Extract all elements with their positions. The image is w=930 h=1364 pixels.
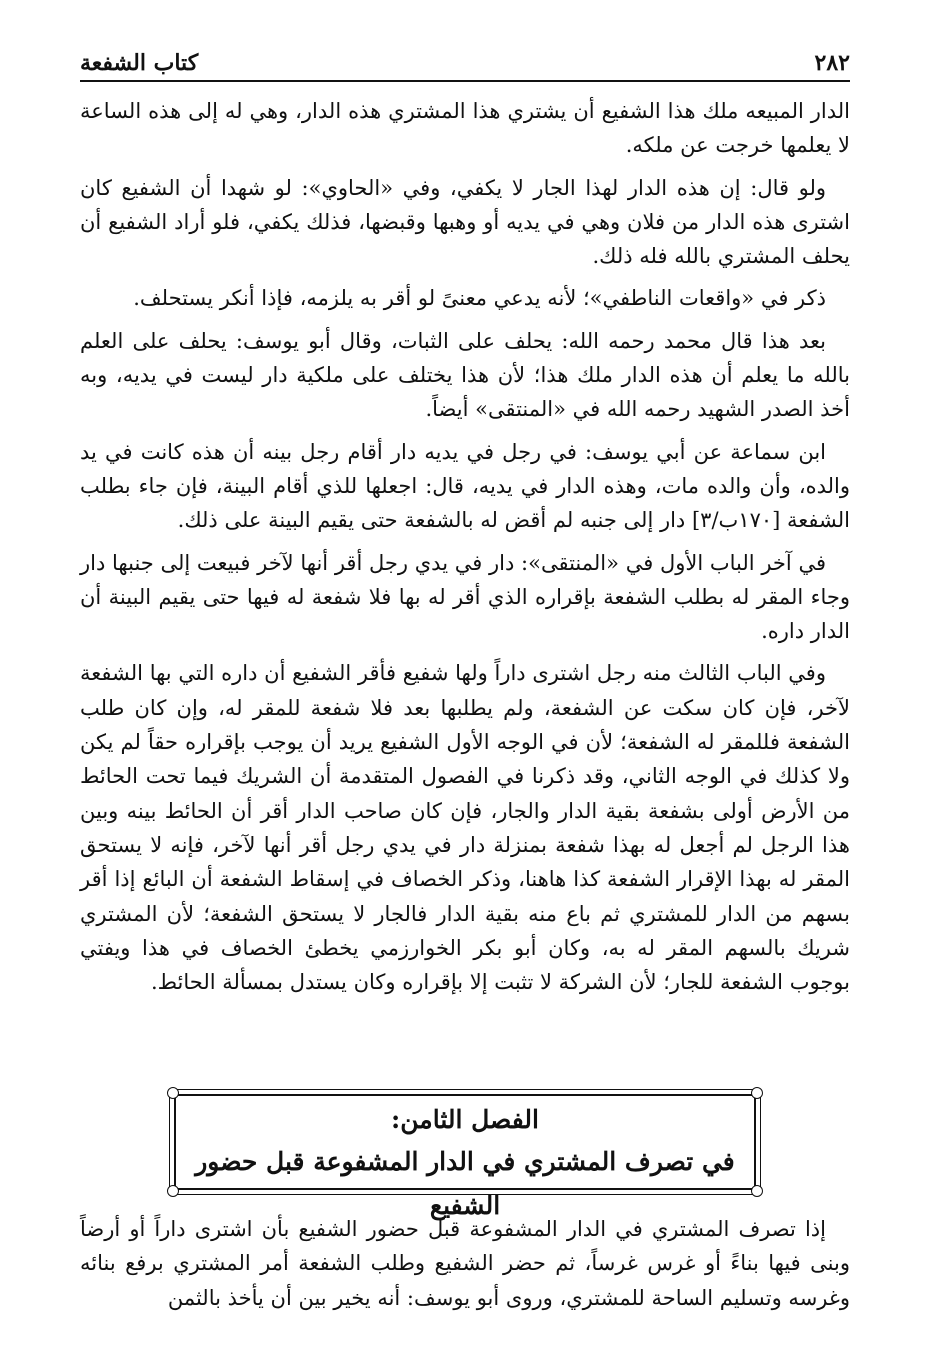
section-number: الفصل الثامن: [391, 1105, 539, 1134]
running-title: كتاب الشفعة [80, 50, 199, 76]
paragraph: إذا تصرف المشتري في الدار المشفوعة قبل حضور الشفيع بأن اشترى داراً أو أرضاً وبنى فيها بناءً أو غرس غرساً، ثم حضر الشفيع وطلب الشفعة أمر المشتري برفع بنائه وغرسه وتسليم الساحة للمشتري، وروى أبو يوسف: أنه يخير بين أن يأخذ بالثمن [80, 1217, 850, 1310]
paragraph: ابن سماعة عن أبي يوسف: في رجل في يديه دار أقام رجل بينه أن هذه كانت في يد والده، وأن والده مات، وهذه الدار في يديه، قال: اجعلها للذي أقام البينة، فإن جاء بطلب الشفعة [١٧٠ب/٣] دار إلى جنبه لم أقض له بالشفعة حتى يقيم البينة على ذلك. [80, 439, 850, 533]
paragraph: في آخر الباب الأول في «المنتقى»: دار في يدي رجل أقر أنها لآخر فبيعت إلى جنبها دار وجاء المقر له بطلب الشفعة بإقراره الذي أقر له بها فلا شفعة له فيها حتى يقيم البينة أن الدار داره. [80, 550, 850, 644]
frame-ornament [167, 1087, 179, 1099]
frame-ornament [751, 1087, 763, 1099]
section-title: في تصرف المشتري في الدار المشفوعة قبل حضور الشفيع [195, 1147, 735, 1220]
section-text [80, 1212, 850, 1323]
frame-ornament [167, 1185, 179, 1197]
paragraph: الدار المبيعه ملك هذا الشفيع أن يشتري هذا المشتري هذه الدار، وهي له إلى هذه الساعة لا يعلمها خرجت عن ملكه. [80, 99, 850, 158]
frame-ornament [751, 1185, 763, 1197]
paragraph: ذكر في «واقعات الناطفي»؛ لأنه يدعي معنىً لو أقر به يلزمه، فإذا أنكر يستحلف. [133, 286, 826, 311]
paragraph: ولو قال: إن هذه الدار لهذا الجار لا يكفي، وفي «الحاوي»: لو شهدا أن الشفيع كان اشترى هذه الدار من فلان وهي في يديه أو وهبها وقبضها، فذلك يكفي، فلو أراد الشفيع أن يحلف المشتري بالله فله ذلك. [80, 175, 850, 269]
page-header [80, 36, 850, 76]
header-rule [80, 80, 850, 82]
page-number: ٢٨٢ [814, 50, 850, 76]
main-text [80, 94, 850, 1007]
paragraph: بعد هذا قال محمد رحمه الله: يحلف على الثبات، وقال أبو يوسف: يحلف على العلم بالله ما يعلم أن هذه الدار ملك هذا؛ لأن هذا يختلف على ملكية دار ليست في يديه، وبه أخذ الصدر الشهيد رحمه الله في «المنتقى» أيضاً. [80, 328, 850, 422]
section-heading-box [174, 1094, 756, 1220]
paragraph: وفي الباب الثالث منه رجل اشترى داراً ولها شفيع فأقر الشفيع أن داره التي بها الشفعة لآخر، فإن كان سكت عن الشفعة، ولم يطلبها بعد فلا شفعة للمقر له، وإن كان طلب الشفعة فللمقر له الشفعة؛ لأن في الوجه الأول الشفيع يريد أن يوجب بإقراره حقاً لم يكن ولا كذلك في الوجه الثاني، وقد ذكرنا في الفصول المتقدمة أن الشريك فيما تحت الحائط من الأرض أولى بشفعة بقية الدار والجار، فإن كان صاحب الدار أقر أن الحائط بينه وبين هذا الرجل لم أجعل له بهذا شفعة بمنزلة دار في يدي رجل أقر أنها لآخر، فإنه لا يستحق المقر له بهذا الإقرار الشفعة كذا هاهنا، وذكر الخصاف في إسقاط الشفعة أن البائع إذا أقر بسهم من الدار للمشتري ثم باع منه بقية الدار فالجار لا يستحق الشفعة؛ لأن المشتري شريك بالسهم المقر له به، وكان أبو بكر الخوارزمي يخطئ الخصاف في هذا ويفتي بوجوب الشفعة للجار؛ لأن الشركة لا تثبت إلا بإقراره وكان يستدل بمسألة الحائط. [80, 661, 850, 995]
